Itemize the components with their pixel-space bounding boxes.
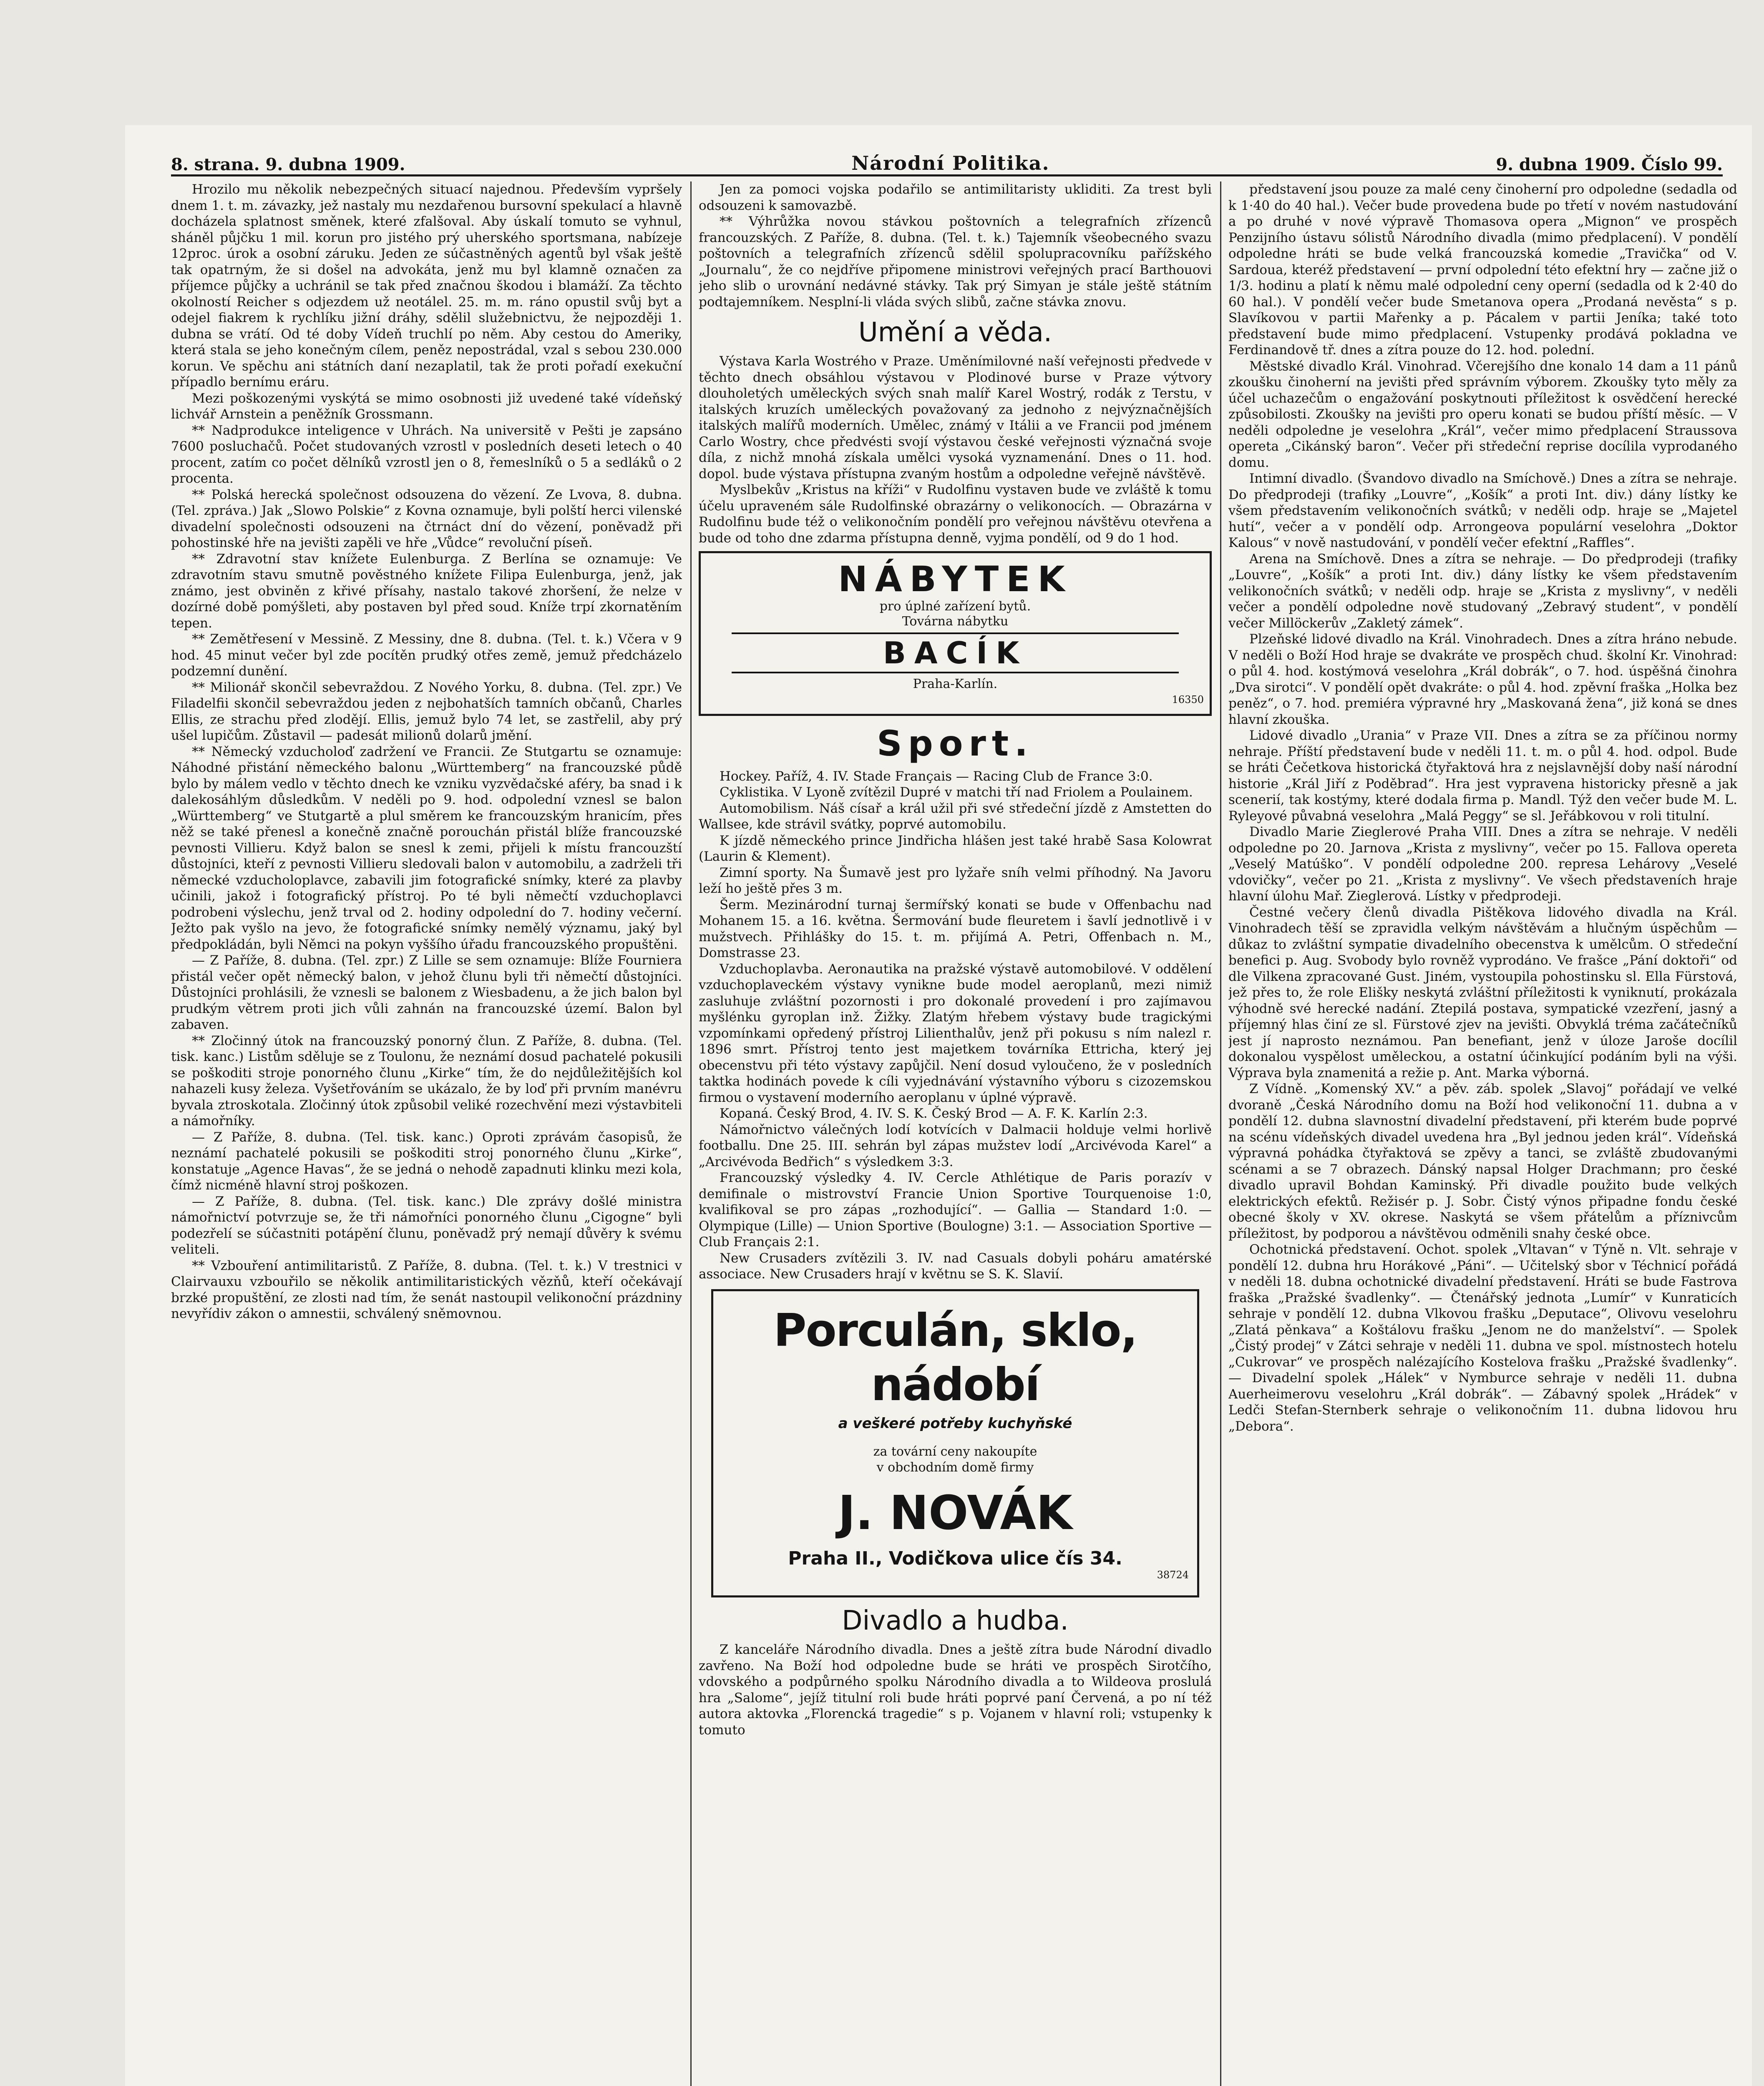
- news-item: ** Zdravotní stav knížete Eulenburga. Z Berlína se oznamuje: Ve zdravotním stavu smutně pověstného knížete Filipa Eulenburga, jenž, jak známo, jest obviněn z křivé přísahy, nastalo takové zhoršení, že nelze v dozírné době pomýšleti, aby postaven byl před soud. Kníže trpí zkornatěním tepen.: [171, 551, 682, 631]
- news-item: Městské divadlo Král. Vinohrad. Včerejšího dne konalo 14 dam a 11 pánů zkoušku činoherní na jevišti před správním výborem. Zkoušky tyto měly za účel uchazečům o engažování poskytnouti příležitost k osvědčení herecké způsobilosti. Zkoušky na jevišti pro operu konati se budou příští měsíc. — V neděli odpoledne je veselohra „Král“, večer mimo předplacení Straussova opereta „Cikánský baron“. Večer při středeční reprise docílila vyprodaného domu.: [1228, 358, 1737, 470]
- page-header: [171, 145, 1723, 176]
- ad-line: pro úplné zařízení bytů.: [879, 599, 1031, 614]
- news-item: Kopaná. Český Brod, 4. IV. S. K. Český Brod — A. F. K. Karlín 2:3.: [720, 1106, 1148, 1121]
- header-left: 8. strana. 9. dubna 1909.: [171, 155, 405, 174]
- news-item: Intimní divadlo. (Švandovo divadlo na Smíchově.) Dnes a zítra se nehraje. Do předprodeji (trafiky „Louvre“, „Košík“ a proti Int. div.) dány lístky ke všem představením velikonočních svátků; v neděli odp. hraje se „Majetel hutí“, večer a v pondělí odp. Arrongeova populární veselohra „Doktor Kalous“ v nově nastudování, v pondělí večer efektní „Raffles“.: [1228, 471, 1737, 550]
- column-divider: [1220, 181, 1221, 2086]
- news-item: Automobilism. Náš císař a král užil při své středeční jízdě z Amstetten do Wallsee, kde strávil svátky, poprvé automobilu.: [699, 801, 1212, 832]
- column-3: [1228, 181, 1737, 2086]
- news-item: Francouzský výsledky 4. IV. Cercle Athlétique de Paris porazív v demifinale o mistrovství Francie Union Sportive Tourquenoise 1:0, kvalifikoval se pro zápas „rozhodující“. — Gallia — Standard 1:0. — Olympique (Lille) — Union Sportive (Boulogne) 3:1. — Association Sportive — Club Français 2:1.: [699, 1170, 1212, 1250]
- ad-subtitle: a veškeré potřeby kuchyňské: [838, 1415, 1072, 1432]
- news-item: Z kanceláře Národního divadla. Dnes a ještě zítra bude Národní divadlo zavřeno. Na Boží hod odpoledne bude se hráti ve prospěch Sirotčího, vdovského a podpůrného spolku Národního divadla a to Wildeova proslulá hra „Salome“, jejíž titulní roli bude hráti poprvé paní Červená, a po ní též autora aktovka „Florencká tragedie“ s p. Vojanem v hlavní roli; vstupenky k tomuto: [699, 1642, 1212, 1738]
- news-item: Divadlo Marie Zieglerové Praha VIII. Dnes a zítra se nehraje. V neděli odpoledne po 20. Jarnova „Krista z myslivny“, večer po 15. Fallova opereta „Veselý Matúško“. V pondělí odpoledne 200. represa Lehárovy „Veselé vdovičky“, večer po 21. „Krista z myslivny“. Ve všech představeních hraje hlavní úlohu Mař. Zieglerová. Lístky v předprodeji.: [1228, 824, 1737, 904]
- news-item: — Z Paříže, 8. dubna. (Tel. tisk. kanc.) Oproti zprávám časopisů, že neznámí pachatelé pokusili se poškoditi stroj ponorného člunu „Kirke“, konstatuje „Agence Havas“, že se jedná o nehodě zapadnuti klinku mezi kola, čímž nicméně hlavní stroj poškozen.: [171, 1129, 682, 1193]
- news-item: — Z Paříže, 8. dubna. (Tel. tisk. kanc.) Dle zprávy došlé ministra námořnictví potvrzuje se, že tři námořníci ponorného člunu „Cigogne“ byli podezřelí se súčastniti potápění člunu, poněvadž prý nemají důvěry k svému veliteli.: [171, 1194, 682, 1257]
- news-item: Ochotnická představení. Ochot. spolek „Vltavan“ v Týně n. Vlt. sehraje v pondělí 12. dubna hru Horákové „Páni“. — Učitelský sbor v Téchnicí pořádá v neděli 18. dubna ochotnické divadelní představení. Hráti se bude Fastrova fraška „Pražské švadlenky“. — Čtenářský jednota „Lumír“ v Kunraticích sehraje v pondělí 12. dubna Vlkovou frašku „Deputace“, Olivovu veselohru „Zlatá pěnkava“ a Koštálovu frašku „Jenom ne do manželství“. — Spolek „Čistý prodej“ v Zátci sehraje v neděli 11. dubna ve spol. místnostech hotelu „Cukrovar“ ve prospěch nalézajícího Kostelova frašku „Pražské švadlenky“. — Divadelní spolek „Hálek“ v Nymburce sehraje v neděli 11. dubna Auerheimerovu veselohru „Král dobrák“. — Zábavný spolek „Hrádek“ v Ledči Stefan-Sternberk sehraje o velikonočním 11. dubna lidovou hru „Debora“.: [1228, 1242, 1737, 1434]
- news-item: New Crusaders zvítězili 3. IV. nad Casuals dobyli poháru amatérské associace. New Crusaders hrají v květnu se S. K. Slavií.: [699, 1250, 1212, 1282]
- ad-place: Praha-Karlín.: [913, 677, 998, 691]
- column-2: [699, 181, 1212, 2086]
- news-item: ** Výhrůžka novou stávkou poštovních a telegrafních zřízenců francouzských. Z Paříže, 8. dubna. (Tel. t. k.) Tajemník všeobecného svazu poštovních a telegrafních zřízenců sdělil spolupracovníku pařížského „Journalu“, že co nejdříve připomene ministrovi veřejných prací Barthouovi jeho slib o urovnání nedávné stávky. Tak prý Simyan je stále ještě státním podtajemníkem. Nesplní-li vláda svých slibů, začne stávka znovu.: [699, 214, 1212, 310]
- article-paragraph: Mezi poškozenými vyskýtá se mimo osobnosti již uvedené také vídeňský lichvář Arnstein a peněžník Grossmann.: [171, 390, 682, 422]
- article-paragraph: Hrozilo mu několik nebezpečných situací najednou. Především vypršely dnem 1. t. m. závazky, jež nastaly mu nezdařenou bursovní spekulací a hlavně docházela splatnost směnek, které zfalšoval. Aby úskalí tomuto se vyhnul, sháněl půjčku 1 mil. korun pro jistého prý uherského sportsmana, nabízeje 12proc. úrok a osobní záruku. Jeden ze súčastněných agentů byl však ještě tak opatrným, že si došel na advokáta, jenž mu byl klamně označen za příjemce půjčky a uchránil se tak před značnou škodou i blamáží. Za těchto okolností Reicher s odjezdem už neotálel. 25. m. m. ráno opustil svůj byt a odejel fiakrem k rychlíku jižní dráhy, sdělil služebnictvu, že nejpozději 1. dubna se vrátí. Od té doby Vídeň truchlí po něm. Aby cestou do Ameriky, která stala se jeho konečným cílem, peněz nepostrádal, vzal s sebou 230.000 korun. Ve spěchu ani státních daní nezaplatil, tak že proti pořadí exekuční případlo bernímu eráru.: [171, 182, 682, 390]
- ad-line: v obchodním domě firmy: [876, 1460, 1034, 1475]
- section-heading-umeni: Umění a věda.: [858, 317, 1052, 348]
- news-item: Výstava Karla Wostrého v Praze. Uměnímilovné naší veřejnosti předvede v těchto dnech obsáhlou výstavou v Plodinové burse v Praze výtvory dlouholetých uměleckých svých snah malíř Karel Wostrý, rodák z Terstu, v italských kruzích uměleckých považovaný za jednoho z nejvýznačnějších italských malířů moderních. Umělec, známý v Itálii a ve Francii pod jménem Carlo Wostry, chce předvésti svojí výstavou české veřejnosti význačná svoje díla, z nichž mnohá získala umělci vysoká vyznamenání. Dnes o 11. hod. dopol. bude výstava přístupna zvaným hostům a odpoledne veřejně návštěvě.: [699, 354, 1212, 481]
- news-item: Myslbekův „Kristus na kříži“ v Rudolfinu vystaven bude ve zvláště k tomu účelu upraveném sále Rudolfinské obrazárny o velikonocích. — Obrazárna v Rudolfinu bude též o velikonočním pondělí pro veřejnou návštěvu otevřena a bude od toho dne zdarma přístupna denně, vyjma pondělí, od 9 do 1 hod.: [699, 482, 1212, 546]
- news-item: — Z Paříže, 8. dubna. (Tel. zpr.) Z Lille se sem oznamuje: Blíže Fourniera přistál večer opět německý balon, v jehož člunu byli tři němečtí důstojníci. Důstojníci prohlásili, že vznesli se balonem z Wiesbadenu, a že jich balon byl prudkým větrem proti jich vůli zahnán na francouzské území. Balon byl zabaven.: [171, 953, 682, 1032]
- news-item: Arena na Smíchově. Dnes a zítra se nehraje. — Do předprodeji (trafiky „Louvre“, „Košík“ a proti Int. div.) dány lístky ke všem představením velikonočních svátků; v neděli odp. hraje se „Krista z myslivny“, v neděli večer a pondělí odpoledne nově studovaný „Zebravý student“, v pondělí večer Millöckerův „Zakletý zámek“.: [1228, 551, 1737, 631]
- news-item: ** Milionář skončil sebevraždou. Z Nového Yorku, 8. dubna. (Tel. zpr.) Ve Filadelfii skončil sebevraždou jeden z nejbohatších tamních občanů, Charles Ellis, ze strachu před zlodějí. Ellis, jemuž bylo 74 let, se zastřelil, aby prý ušel lupičům. Zůstavil — padesát milionů dolarů jmění.: [171, 680, 682, 743]
- ad-line: Továrna nábytku: [902, 614, 1009, 629]
- news-item: Námořnictvo válečných lodí kotvících v Dalmacii holduje velmi horlivě footballu. Dne 25. III. sehrán byl zápas mužstev lodí „Arcivévoda Karel“ a „Arcivévoda Bedřich“ s výsledkem 3:3.: [699, 1122, 1212, 1169]
- column-divider: [690, 181, 692, 2086]
- news-item: Jen za pomoci vojska podařilo se antimilitaristy ukliditi. Za trest byli odsouzeni k samovazbě.: [699, 182, 1212, 213]
- ad-line: za tovární ceny nakoupíte: [873, 1444, 1037, 1459]
- news-item: Lidové divadlo „Urania“ v Praze VII. Dnes a zítra se za příčinou normy nehraje. Příští představení bude v neděli 11. t. m. o půl 4. hod. odpol. Bude se hráti Čečetkova historická čtyřaktová hra z nejslavnější doby naší národní historie „Král Jiří z Poděbrad“. Hra jest vypravena historicky přesně a jak scenerií, tak kostýmy, které dodala firma p. Mandl. Týž den večer bude M. L. Ryleyové půvabná veselohra „Malá Peggy“ se sl. Jeřábkovou v roli titulní.: [1228, 728, 1737, 824]
- news-item: Plzeňské lidové divadlo na Král. Vinohradech. Dnes a zítra hráno nebude. V neděli o Boží Hod hraje se dvakráte ve prospěch chud. školní Kr. Vinohrad: o půl 4. hod. kostýmová veselohra „Král dobrák“, o 7. hod. úspěšná činohra „Dva sirotci“. V pondělí opět dvakráte: o půl 4. hod. zpěvní fraška „Holka bez peněz“, o 7. hod. premiéra výpravné hry „Maskovaná žena“, již koná se dnes hlavní zkouška.: [1228, 632, 1737, 727]
- section-heading-divadlo: Divadlo a hudba.: [842, 1605, 1069, 1636]
- news-item: Z Vídně. „Komenský XV.“ a pěv. záb. spolek „Slavoj“ pořádají ve velké dvoraně „Česká Národního domu na Boží hod velikonoční 11. dubna a v pondělí 12. dubna slavnostní divadelní představení, při kterém bude poprvé na scénu vídeňských divadel uvedena hra „Byl jednou jeden král“. Vídeňská výpravná pohádka čtyřaktová se zpěvy a tanci, se zvláště zbudovanými scénami a se 7 obrazech. Dánský napsal Holger Drachmann; pro české divadlo upravil Bohdan Kaminský. Při divadle použito bude velkých elektrických efektů. Režisér p. J. Sobr. Čistý výnos připadne fondu české obecné školy v XV. okrese. Naskytá se všem přátelům a příznivcům příležitost, by podporou a návštěvou odměnili snahy české obce.: [1228, 1081, 1737, 1241]
- advertisement-novak: [711, 1289, 1199, 1598]
- header-right: 9. dubna 1909. Číslo 99.: [1496, 155, 1723, 174]
- news-item: Vzduchoplavba. Aeronautika na pražské výstavě automobilové. V oddělení vzduchoplaveckém výstavy vynikne bude model aeroplanů, mezi nimiž zasluhuje zvláštní pozornosti i pro dokonalé provedení i pro zajímavou myšlénku gyroplan inž. Žižky. Zlatým hřebem výstavy bude tragickými vzpomínkami opředený přístroj Lilienthalův, jenž při pokusu s ním nalezl r. 1896 smrt. Přístroj tento jest majetkem továrníka Ettricha, který jej obecenstvu při této výstavy zapůjčil. Není dosud vyloučeno, že v posledních taktka hodinách povede k cíli vyjednávání výstavního výboru s cizozemskou firmou o vystavení moderního aeroplanu v úplné výpravě.: [699, 961, 1212, 1105]
- news-item: ** Polská herecká společnost odsouzena do vězení. Ze Lvova, 8. dubna. (Tel. zpráva.) Jak „Slowo Polskie“ z Kovna oznamuje, byli polští herci vilenské divadelní společnosti odsouzeni na čtrnáct dní do vězení, poněvadž při pohostinské hře na jevišti zapěli ve hře „Vůdce“ revoluční píseň.: [171, 487, 682, 550]
- newspaper-page: [125, 125, 1752, 2086]
- ad-company-name: J. NOVÁK: [838, 1486, 1072, 1540]
- advertisement-nabytek: [699, 551, 1212, 716]
- news-item: Zimní sporty. Na Šumavě jest pro lyžaře sníh velmi příhodný. Na Javoru leží ho ještě přes 3 m.: [699, 865, 1212, 896]
- columns: [171, 181, 1737, 2086]
- news-item: ** Nadprodukce inteligence v Uhrách. Na universitě v Pešti je zapsáno 7600 posluchačů. Počet studovaných vzrostl v posledních deseti letech o 40 procent, zatím co počet dělníků vzrostl jen o 8, řemeslníků o 5 a sedláků o 2 procenta.: [171, 423, 682, 486]
- news-item: Hockey. Paříž, 4. IV. Stade Français — Racing Club de France 3:0.: [720, 768, 1153, 784]
- news-item: ** Zločinný útok na francouzský ponorný člun. Z Paříže, 8. dubna. (Tel. tisk. kanc.) Listům sděluje se z Toulonu, že neznámí dosud pachatelé pokusili se poškoditi stroje ponorného člunu „Kirke“ tím, že do nejdůležitějších kol nahazeli kusy železa. Vyšetřováním se ukázalo, že by loď při prvním manévru byvala ztroskotala. Zločinný útok způsobil veliké rozechvění mezi výstavbiteli a námořníky.: [171, 1033, 682, 1129]
- news-item: Čestné večery členů divadla Pištěkova lidového divadla na Král. Vinohradech těší se zpravidla velkým návštěvám a hlučným úspěchům — důkaz to zvláštní sympatie divadelního obecenstva k umělcům. O středeční benefici p. Aug. Svobody bylo rovněž vyprodáno. Ve frašce „Pání doktoři“ od dle Vilkena zpracované Gust. Jiném, vystoupila pohostinsku sl. Ella Fürstová, jež přes to, že role Elišky neskytá zvláštní příležitosti k vyniknutí, prokázala výhodně své herecké nadání. Ztepilá postava, sympatické vzezření, jasný a příjemný hlas činí ze sl. Fürstové zjev na jevišti. Obvyklá tréma začátečníků jest jí naprosto neznámou. Pan benefiant, jenž v úloze Jaroše docílil dokonalou vyspělost uměleckou, a ostatní účinkující podáním byli na výši. Výprava byla znamenitá a režie p. Ant. Marka výborná.: [1228, 904, 1737, 1081]
- ad-number: 16350: [1172, 694, 1204, 705]
- news-item: ** Vzbouření antimilitaristů. Z Paříže, 8. dubna. (Tel. t. k.) V trestnici v Clairvauxu vzbouřilo se několik antimilitaristických vězňů, kteří očekávají brzké propuštění, ze zlosti nad tím, že senát nastoupil velikonoční prázdniny nevyřídiv zákon o amnestii, schválený sněmovnou.: [171, 1258, 682, 1321]
- ad-title: Porculán, sklo, nádobí: [773, 1304, 1137, 1411]
- masthead-title: Národní Politika.: [851, 152, 1050, 174]
- ad-title: NÁBYTEK: [838, 559, 1072, 600]
- news-item: ** Zemětřesení v Messině. Z Messiny, dne 8. dubna. (Tel. t. k.) Včera v 9 hod. 45 minut večer byl zde pocítěn prudký otřes země, jemuž předcházelo podzemní dunění.: [171, 632, 682, 679]
- news-item: K jízdě německého prince Jindřicha hlášen jest také hrabě Sasa Kolowrat (Laurin & Klement).: [699, 833, 1212, 864]
- news-item: ** Německý vzducholoď zadržení ve Francii. Ze Stutgartu se oznamuje: Náhodné přistání německého balonu „Württemberg“ na francouzské půdě bylo by málem vedlo v těchto dnech ke vzniku vyzvědačské aféry, ba snad i k dalekosáhlým důsledkům. V neděli po 9. hod. odpolední vznesl se balon „Württemberg“ ve Stutgartě a plul směrem ke francouzským hranicím, přes něž se také přenesl a konečně značně porouchán přistál blíže francouzské pevnosti Villieru. Když balon se snesl k zemi, přijeli k místu francouzští důstojníci, kteří z pevnosti Villieru sledovali balon v automobilu, a zadrželi tři německé vzducholoplavce, zabavili jim fotografické snímky, které za plavby učinili, jakož i fotografický přístroj. Po té byli němečtí vzduchoplavci podrobeni výslechu, jenž trval od 2. hodiny odpolední do 7. hodiny večerní. Ježto pak vyšlo na jevo, že fotografické snímky nemělý významu, jaký byl předpokládán, byli Němci na pokyn vyššího úřadu francouzského propuštěni.: [171, 744, 682, 952]
- ad-number: 38724: [1157, 1569, 1189, 1581]
- news-item: Cyklistika. V Lyoně zvítězil Dupré v matchi tří nad Friolem a Poulainem.: [720, 785, 1193, 800]
- ad-address: Praha II., Vodičkova ulice čís 34.: [788, 1548, 1122, 1569]
- column-1: [171, 181, 682, 2086]
- news-item: Šerm. Mezinárodní turnaj šermířský konati se bude v Offenbachu nad Mohanem 15. a 16. května. Šermování bude fleuretem i šavlí jednotlivě i v mužstvech. Přihlášky do 15. t. m. přijímá A. Petri, Offenbach n. M., Domstrasse 23.: [699, 897, 1212, 960]
- ad-company-name: BACÍK: [732, 632, 1179, 673]
- section-heading-sport: Sport.: [877, 723, 1034, 764]
- news-item: představení jsou pouze za malé ceny činoherní pro odpoledne (sedadla od k 1·40 do 40 hal.). Večer bude provedena bude po třetí v novém nastudování a po druhé v nové výpravě Thomasova opera „Mignon“ ve prospěch Penzijního ústavu sólistů Národního divadla (mimo předplacení). V pondělí odpoledne hráti se bude velká francouzská komedie „Travička“ od V. Sardoua, kteréž představení — první odpolední této efektní hry — začne již o 1/3. hodinu a platí k němu malé odpolední ceny operní (sedadla od k 2·40 do 60 hal.). V pondělí večer bude Smetanova opera „Prodaná nevěsta“ s p. Slavíkovou v partii Mařenky a p. Pácalem v partii Jeníka; také toto představení bude mimo předplacení. Vstupenky prodává pokladna ve Ferdinandově tř. dnes a zítra pouze do 12. hod. polední.: [1228, 182, 1737, 358]
